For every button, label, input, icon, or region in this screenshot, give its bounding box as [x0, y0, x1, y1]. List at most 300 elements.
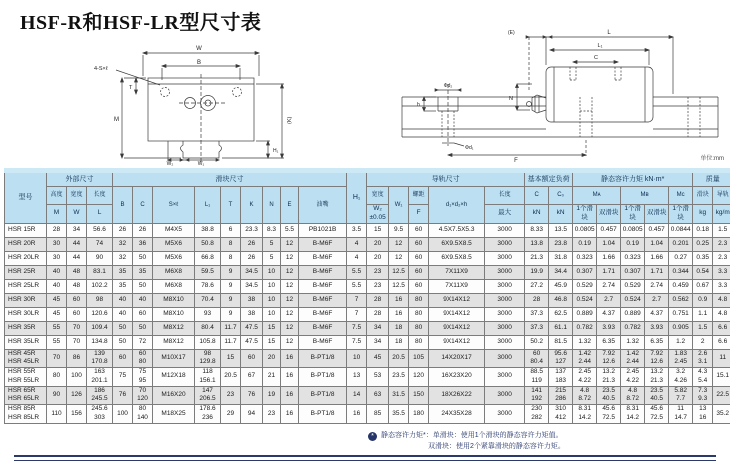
- value-cell: 15: [221, 349, 241, 368]
- value-cell: 7.92 12.6: [597, 349, 621, 368]
- column-header-t: T: [221, 187, 241, 224]
- value-cell: 5.82 7.7: [669, 386, 693, 405]
- value-cell: 6X9.5X8.5: [429, 237, 485, 251]
- value-cell: 15: [263, 321, 281, 335]
- value-cell: 38: [241, 307, 263, 321]
- value-cell: 8.33: [525, 223, 549, 237]
- value-cell: 109.4: [87, 321, 113, 335]
- value-cell: B-PT1/8: [299, 368, 347, 387]
- value-cell: 0.19: [621, 237, 645, 251]
- value-cell: 9: [221, 307, 241, 321]
- table-row: [5, 237, 730, 251]
- value-cell: 3000: [485, 307, 525, 321]
- value-cell: 22.5: [713, 386, 730, 405]
- value-cell: M8X12: [153, 321, 195, 335]
- value-cell: 15.1: [713, 368, 730, 387]
- value-cell: 40: [113, 307, 133, 321]
- value-cell: 60: [409, 279, 429, 293]
- value-cell: 19: [263, 386, 281, 405]
- model-cell: HSR 25LR: [5, 279, 47, 293]
- value-cell: 10: [347, 349, 367, 368]
- table-row: [5, 386, 730, 405]
- value-cell: 0.323: [573, 251, 597, 265]
- table-row: [5, 335, 730, 349]
- value-cell: 150: [409, 386, 429, 405]
- table-row: [5, 368, 730, 387]
- table-row: [5, 251, 730, 265]
- column-header-mass-block: 滑块: [693, 187, 713, 205]
- value-cell: B-M6F: [299, 251, 347, 265]
- value-cell: 19.9: [525, 265, 549, 279]
- value-cell: 6X9.5X8.5: [429, 251, 485, 265]
- value-cell: 12: [281, 335, 299, 349]
- dim-label-n: N: [509, 96, 513, 102]
- value-cell: 45.6 72.5: [597, 405, 621, 424]
- table-row: [5, 321, 730, 335]
- page-title: HSF-R和HSF-LR型尺寸表: [20, 12, 262, 34]
- dim-label-c: C: [594, 55, 598, 61]
- value-cell: 163 201.1: [87, 368, 113, 387]
- model-cell: HSR 35R: [5, 321, 47, 335]
- value-cell: 11.7: [221, 321, 241, 335]
- model-cell: HSR 85R HSR 85LR: [5, 405, 47, 424]
- value-cell: 141 192: [525, 386, 549, 405]
- value-cell: M5X6: [153, 251, 195, 265]
- value-cell: 3000: [485, 237, 525, 251]
- value-cell: 12.5: [389, 279, 409, 293]
- unit-label: 单位:mm: [700, 156, 724, 162]
- value-cell: 8: [221, 237, 241, 251]
- value-cell: B-M6F: [299, 307, 347, 321]
- value-cell: 9: [221, 293, 241, 307]
- value-cell: 21: [263, 368, 281, 387]
- value-cell: 1.04: [645, 237, 669, 251]
- table-row: [5, 307, 730, 321]
- value-cell: 18X26X22: [429, 386, 485, 405]
- value-cell: 147 206.5: [195, 386, 221, 405]
- value-cell: 7.5: [347, 335, 367, 349]
- value-cell: 11.7: [221, 335, 241, 349]
- value-cell: 0.307: [573, 265, 597, 279]
- value-cell: 7X11X9: [429, 265, 485, 279]
- column-header-c: C: [133, 187, 153, 224]
- dim-label-d1: Φd₁: [465, 145, 474, 151]
- group-header-external: 外部尺寸: [47, 171, 113, 187]
- value-cell: 0.18: [693, 223, 713, 237]
- column-header-mb-two: 双滑块: [645, 205, 669, 224]
- value-cell: B-M6F: [299, 335, 347, 349]
- value-cell: B-PT1/8: [299, 349, 347, 368]
- value-cell: 9X14X12: [429, 321, 485, 335]
- value-cell: 137 183: [549, 368, 573, 387]
- value-cell: 70: [67, 321, 87, 335]
- value-cell: 12: [281, 321, 299, 335]
- value-cell: 16: [281, 386, 299, 405]
- value-cell: 4.37: [645, 307, 669, 321]
- value-cell: 6: [221, 223, 241, 237]
- value-cell: 2.3: [713, 237, 730, 251]
- value-cell: 67: [241, 368, 263, 387]
- value-cell: 0.524: [621, 293, 645, 307]
- value-cell: 1.2: [669, 335, 693, 349]
- column-header-width: 宽度: [67, 187, 87, 205]
- value-cell: 80: [409, 293, 429, 307]
- value-cell: 12: [281, 265, 299, 279]
- value-cell: 72: [133, 335, 153, 349]
- value-cell: B-M6F: [299, 279, 347, 293]
- value-cell: 7.3 9.3: [693, 386, 713, 405]
- value-cell: 12: [389, 251, 409, 265]
- value-cell: 13.2 21.3: [597, 368, 621, 387]
- value-cell: 24X35X28: [429, 405, 485, 424]
- value-cell: 0.27: [669, 251, 693, 265]
- value-cell: 3.3: [713, 265, 730, 279]
- value-cell: 16: [281, 349, 299, 368]
- value-cell: 3000: [485, 349, 525, 368]
- value-cell: 0.751: [669, 307, 693, 321]
- value-cell: 40: [47, 279, 67, 293]
- value-cell: 50.8: [195, 237, 221, 251]
- column-header-ma: Mᴀ: [573, 187, 621, 205]
- value-cell: B-M6F: [299, 237, 347, 251]
- value-cell: 13: [347, 368, 367, 387]
- value-cell: 2.45 4.22: [621, 368, 645, 387]
- value-cell: 74: [87, 237, 113, 251]
- value-cell: 5.5: [347, 279, 367, 293]
- value-cell: 11: [713, 349, 730, 368]
- dimension-table: [4, 168, 730, 424]
- value-cell: 120: [409, 368, 429, 387]
- value-cell: 180: [409, 405, 429, 424]
- value-cell: 30: [47, 237, 67, 251]
- value-cell: 0.0844: [669, 223, 693, 237]
- column-header-rail-length: 长度: [485, 187, 525, 205]
- value-cell: 0.0805: [621, 223, 645, 237]
- value-cell: 90: [47, 386, 67, 405]
- value-cell: 26: [113, 223, 133, 237]
- value-cell: M8X10: [153, 293, 195, 307]
- value-cell: 10: [263, 307, 281, 321]
- value-cell: 37.3: [525, 321, 549, 335]
- value-cell: 3000: [485, 368, 525, 387]
- group-header-rail: 导轨尺寸: [367, 171, 525, 187]
- table-row: [5, 349, 730, 368]
- value-cell: 48: [67, 265, 87, 279]
- dim-label-t: T: [129, 85, 133, 91]
- value-cell: 1.5: [713, 223, 730, 237]
- column-header-mass-rail: 导轨: [713, 187, 730, 205]
- value-cell: 23.3: [241, 223, 263, 237]
- value-cell: 34: [367, 321, 389, 335]
- value-cell: 46.8: [549, 293, 573, 307]
- column-header-mb-one: 1个滑块: [621, 205, 645, 224]
- value-cell: 245.6 303: [87, 405, 113, 424]
- value-cell: 20: [367, 251, 389, 265]
- column-header-load-c0: C₀: [549, 187, 573, 205]
- dim-label-h1: H₁: [273, 148, 279, 154]
- value-cell: 0.457: [597, 223, 621, 237]
- value-cell: 27.2: [525, 279, 549, 293]
- column-header-w-sym: W: [67, 205, 87, 224]
- value-cell: 38: [241, 293, 263, 307]
- value-cell: 76: [113, 386, 133, 405]
- value-cell: 7X11X9: [429, 279, 485, 293]
- column-header-height: 高度: [47, 187, 67, 205]
- value-cell: 60: [409, 251, 429, 265]
- dim-label-d2: Φd₂: [443, 83, 453, 89]
- value-cell: 45: [367, 349, 389, 368]
- note-asterisk-icon: *: [368, 432, 377, 441]
- value-cell: 35: [113, 265, 133, 279]
- value-cell: 0.307: [621, 265, 645, 279]
- value-cell: 81.5: [549, 335, 573, 349]
- model-cell: HSR 55R HSR 55LR: [5, 368, 47, 387]
- column-header-nozzle: 油嘴: [299, 187, 347, 224]
- value-cell: 8.31 14.2: [573, 405, 597, 424]
- value-cell: M8X12: [153, 335, 195, 349]
- dim-label-k: (K): [287, 116, 293, 124]
- value-cell: 23: [367, 265, 389, 279]
- value-cell: 28: [525, 293, 549, 307]
- value-cell: 78.6: [195, 279, 221, 293]
- value-cell: 85: [367, 405, 389, 424]
- value-cell: 23.5 40.5: [645, 386, 669, 405]
- column-header-m-sym: M: [47, 205, 67, 224]
- value-cell: 0.782: [573, 321, 597, 335]
- value-cell: 12: [281, 237, 299, 251]
- value-cell: 1.04: [597, 237, 621, 251]
- value-cell: 75 95: [133, 368, 153, 387]
- value-cell: 4: [347, 251, 367, 265]
- value-cell: 60 80.4: [525, 349, 549, 368]
- value-cell: 16X23X20: [429, 368, 485, 387]
- value-cell: 48: [67, 279, 87, 293]
- value-cell: 8: [221, 251, 241, 265]
- value-cell: 55: [47, 321, 67, 335]
- value-cell: 34: [67, 223, 87, 237]
- dim-label-w1: W₁: [197, 161, 205, 166]
- value-cell: 12: [281, 251, 299, 265]
- value-cell: 20.5: [389, 349, 409, 368]
- column-header-n: N: [263, 187, 281, 224]
- value-cell: 0.19: [573, 237, 597, 251]
- dim-label-b: B: [196, 60, 202, 66]
- value-cell: 62.5: [549, 307, 573, 321]
- value-cell: 60: [241, 349, 263, 368]
- value-cell: 6.35: [645, 335, 669, 349]
- value-cell: 7: [347, 307, 367, 321]
- value-cell: 95.6 127: [549, 349, 573, 368]
- value-cell: 37.3: [525, 307, 549, 321]
- value-cell: 0.905: [669, 321, 693, 335]
- value-cell: 12: [281, 279, 299, 293]
- footnote-line2: 双滑块：使用2个紧靠滑块的静态容许力矩。: [428, 442, 565, 450]
- value-cell: 1.42 2.44: [621, 349, 645, 368]
- value-cell: 23: [367, 279, 389, 293]
- value-cell: 47.5: [241, 321, 263, 335]
- model-cell: HSR 30R: [5, 293, 47, 307]
- column-header-kg: kg: [693, 205, 713, 224]
- value-cell: 0.889: [573, 307, 597, 321]
- dim-label-e: (E): [508, 30, 515, 36]
- value-cell: 5.5: [347, 265, 367, 279]
- dim-label-f: F: [514, 158, 518, 164]
- value-cell: 23.5 40.5: [597, 386, 621, 405]
- value-cell: 0.457: [645, 223, 669, 237]
- value-cell: 3.93: [597, 321, 621, 335]
- front-view-drawing: [86, 40, 316, 166]
- value-cell: 80: [409, 321, 429, 335]
- model-cell: HSR 15R: [5, 223, 47, 237]
- value-cell: 60: [409, 265, 429, 279]
- column-header-kn-2: kN: [549, 205, 573, 224]
- value-cell: M10X17: [153, 349, 195, 368]
- value-cell: 83.1: [87, 265, 113, 279]
- value-cell: 13 16: [693, 405, 713, 424]
- value-cell: 0.529: [573, 279, 597, 293]
- table-header: [5, 171, 730, 224]
- dim-label-w: W: [196, 46, 202, 52]
- value-cell: 80: [409, 307, 429, 321]
- value-cell: 26: [241, 237, 263, 251]
- value-cell: 2.6 3.1: [693, 349, 713, 368]
- value-cell: 4.37: [597, 307, 621, 321]
- value-cell: 23: [263, 405, 281, 424]
- value-cell: 36: [133, 237, 153, 251]
- value-cell: 0.9: [693, 293, 713, 307]
- value-cell: 2.74: [597, 279, 621, 293]
- model-cell: HSR 35LR: [5, 335, 47, 349]
- value-cell: B-M6F: [299, 265, 347, 279]
- value-cell: 9: [221, 265, 241, 279]
- value-cell: 2.74: [645, 279, 669, 293]
- value-cell: 80: [409, 335, 429, 349]
- value-cell: 13.2 21.3: [645, 368, 669, 387]
- value-cell: 30: [47, 251, 67, 265]
- value-cell: 23.8: [549, 237, 573, 251]
- value-cell: 6.6: [713, 335, 730, 349]
- footnote-line1: 静态容许力矩*：单滑块：使用1个滑块的静态容许力矩值。: [381, 432, 563, 439]
- value-cell: 3000: [485, 321, 525, 335]
- value-cell: 3000: [485, 251, 525, 265]
- value-cell: 4: [347, 237, 367, 251]
- value-cell: 0.889: [621, 307, 645, 321]
- column-header-h1: H₁: [347, 171, 367, 224]
- value-cell: 5: [263, 237, 281, 251]
- value-cell: 47.5: [241, 335, 263, 349]
- value-cell: M6X8: [153, 265, 195, 279]
- value-cell: 0.562: [669, 293, 693, 307]
- value-cell: 9X14X12: [429, 307, 485, 321]
- value-cell: 93: [195, 307, 221, 321]
- column-header-mc-one: 1个滑块: [669, 205, 693, 224]
- value-cell: 98: [87, 293, 113, 307]
- column-header-kgm: kg/m: [713, 205, 730, 224]
- value-cell: 0.54: [693, 265, 713, 279]
- column-header-ma-one: 1个滑块: [573, 205, 597, 224]
- model-cell: HSR 20LR: [5, 251, 47, 265]
- value-cell: 9X14X12: [429, 335, 485, 349]
- value-cell: 34.5: [241, 279, 263, 293]
- value-cell: 120.6: [87, 307, 113, 321]
- value-cell: 1.66: [645, 251, 669, 265]
- value-cell: 20: [367, 237, 389, 251]
- value-cell: 50: [133, 321, 153, 335]
- value-cell: 18: [389, 335, 409, 349]
- value-cell: 70: [67, 335, 87, 349]
- side-view-drawing: [396, 22, 728, 164]
- column-header-load-c: C: [525, 187, 549, 205]
- value-cell: 1.42 2.44: [573, 349, 597, 368]
- value-cell: 20.5: [221, 368, 241, 387]
- dim-label-s: 4-S×ℓ: [94, 66, 108, 72]
- column-header-l1: L₁: [195, 187, 221, 224]
- value-cell: 8.31 14.2: [621, 405, 645, 424]
- value-cell: 2.3: [713, 251, 730, 265]
- value-cell: 80.4: [195, 321, 221, 335]
- value-cell: 50: [113, 321, 133, 335]
- value-cell: 139 170.8: [87, 349, 113, 368]
- value-cell: 28: [367, 307, 389, 321]
- value-cell: 45: [47, 307, 67, 321]
- model-cell: HSR 45R HSR 45LR: [5, 349, 47, 368]
- value-cell: 61.1: [549, 321, 573, 335]
- value-cell: 31.5: [389, 386, 409, 405]
- value-cell: 63: [367, 386, 389, 405]
- value-cell: 12.5: [389, 265, 409, 279]
- value-cell: 60: [67, 307, 87, 321]
- value-cell: M12X18: [153, 368, 195, 387]
- value-cell: 50: [133, 279, 153, 293]
- value-cell: B-PT1/8: [299, 405, 347, 424]
- value-cell: 45.9: [549, 279, 573, 293]
- value-cell: 88.5 119: [525, 368, 549, 387]
- value-cell: 1.32: [573, 335, 597, 349]
- value-cell: 3000: [485, 293, 525, 307]
- value-cell: 186 245.5: [87, 386, 113, 405]
- value-cell: 102.2: [87, 279, 113, 293]
- value-cell: M18X25: [153, 405, 195, 424]
- value-cell: 44: [67, 237, 87, 251]
- column-header-k: K: [241, 187, 263, 224]
- value-cell: 34.4: [549, 265, 573, 279]
- value-cell: 0.35: [693, 251, 713, 265]
- value-cell: 310 412: [549, 405, 573, 424]
- value-cell: 0.201: [669, 237, 693, 251]
- value-cell: 20: [263, 349, 281, 368]
- value-cell: M4X5: [153, 223, 195, 237]
- value-cell: M8X10: [153, 307, 195, 321]
- value-cell: 0.459: [669, 279, 693, 293]
- model-cell: HSR 65R HSR 65LR: [5, 386, 47, 405]
- value-cell: 32: [113, 251, 133, 265]
- value-cell: 40: [47, 265, 67, 279]
- value-cell: 21.3: [525, 251, 549, 265]
- value-cell: 1.83 2.45: [669, 349, 693, 368]
- value-cell: 26: [241, 251, 263, 265]
- column-header-length: 长度: [87, 187, 113, 205]
- column-header-mc: Mᴄ: [669, 187, 693, 205]
- value-cell: 0.0805: [573, 223, 597, 237]
- value-cell: 40: [113, 293, 133, 307]
- value-cell: 59.5: [195, 265, 221, 279]
- value-cell: 60: [409, 223, 429, 237]
- value-cell: 1.32: [621, 335, 645, 349]
- dim-label-h: h: [417, 102, 420, 108]
- value-cell: 9: [221, 279, 241, 293]
- value-cell: 3000: [485, 265, 525, 279]
- value-cell: 86: [67, 349, 87, 368]
